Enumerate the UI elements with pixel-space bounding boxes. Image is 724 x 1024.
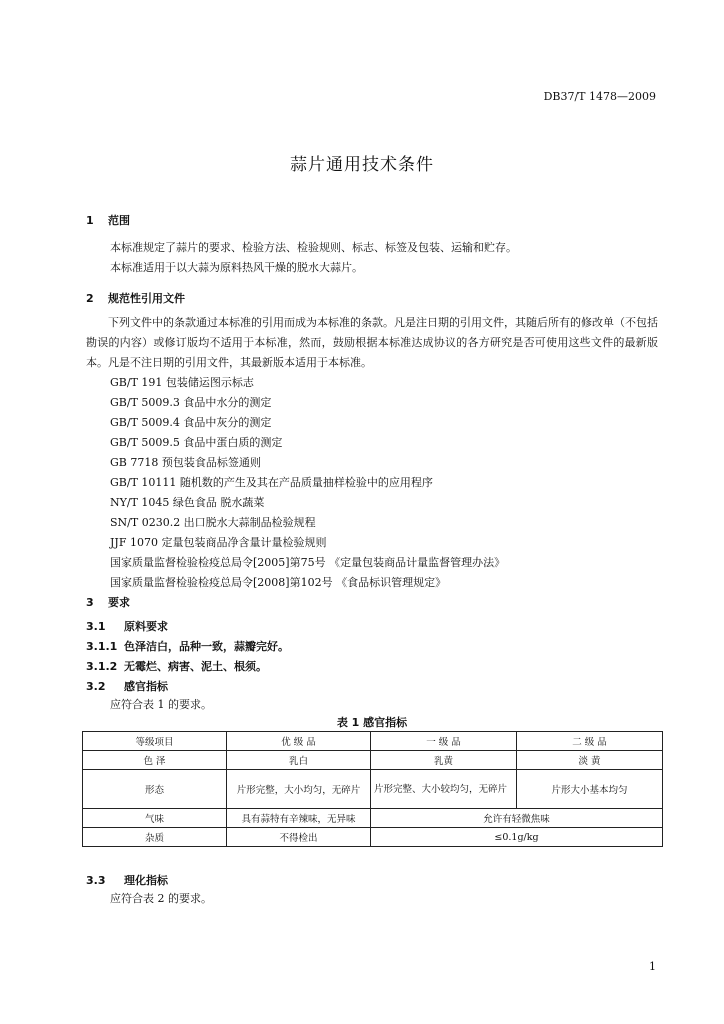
table-row bbox=[83, 828, 663, 847]
document-title: 蒜片通用技术条件 bbox=[290, 155, 434, 175]
subsection-title: 感官指标 bbox=[124, 680, 168, 693]
subsection-heading-sensory bbox=[86, 678, 168, 694]
physchem-instruction: 应符合表 2 的要求。 bbox=[110, 892, 212, 905]
table-cell: 不得检出 bbox=[227, 828, 371, 847]
subsection-title: 原料要求 bbox=[124, 620, 168, 633]
reference-item: GB/T 5009.3 食品中水分的测定 bbox=[110, 396, 272, 409]
section-title: 范围 bbox=[108, 214, 130, 227]
table-cell: 片形大小基本均匀 bbox=[517, 770, 663, 809]
table-header-cell: 一 级 品 bbox=[371, 732, 517, 751]
table-header-cell: 优 级 品 bbox=[227, 732, 371, 751]
reference-item: GB 7718 预包装食品标签通则 bbox=[110, 456, 261, 469]
table-cell: 杂质 bbox=[83, 828, 227, 847]
clause-3-1-1 bbox=[86, 638, 289, 654]
reference-item: SN/T 0230.2 出口脱水大蒜制品检验规程 bbox=[110, 516, 316, 529]
sensory-instruction: 应符合表 1 的要求。 bbox=[110, 698, 212, 711]
table-cell: 具有蒜特有辛辣味，无异味 bbox=[227, 809, 371, 828]
table-cell: 淡 黄 bbox=[517, 751, 663, 770]
sensory-table bbox=[82, 731, 663, 847]
subsection-heading-raw-material bbox=[86, 618, 168, 634]
table-header-row bbox=[83, 732, 663, 751]
section-number: 2 bbox=[86, 292, 94, 305]
reference-item: 国家质量监督检验检疫总局令[2005]第75号 《定量包装商品计量监督管理办法》 bbox=[110, 556, 506, 569]
table-cell: 乳黄 bbox=[371, 751, 517, 770]
subsection-number: 3.2 bbox=[86, 680, 106, 693]
reference-item: GB/T 5009.5 食品中蛋白质的测定 bbox=[110, 436, 283, 449]
table-caption: 表 1 感官指标 bbox=[336, 716, 408, 729]
table-cell: 乳白 bbox=[227, 751, 371, 770]
scope-paragraph: 本标准适用于以大蒜为原料热风干燥的脱水大蒜片。 bbox=[110, 261, 363, 274]
reference-item: GB/T 5009.4 食品中灰分的测定 bbox=[110, 416, 272, 429]
table-cell: 气味 bbox=[83, 809, 227, 828]
section-title: 要求 bbox=[108, 596, 130, 609]
subsection-number: 3.3 bbox=[86, 874, 106, 887]
table-cell: 片形完整，大小均匀，无碎片 bbox=[227, 770, 371, 809]
subsection-title: 理化指标 bbox=[124, 874, 168, 887]
normative-refs-intro: 下列文件中的条款通过本标准的引用而成为本标准的条款。凡是注日期的引用文件，其随后所有的修改单（不包括勘误的内容）或修订版均不适用于本标准，然而，鼓励根据本标准达成协议的各方研究是否可使用这些文件的最新版本。凡是不注日期的引用文件，其最新版本适用于本标准。 bbox=[86, 316, 658, 369]
reference-list bbox=[110, 373, 505, 593]
page-number: 1 bbox=[649, 960, 656, 973]
section-heading-scope bbox=[86, 212, 130, 228]
clause-text: 色泽洁白，品种一致，蒜瓣完好。 bbox=[124, 640, 289, 653]
table-cell: ≤0.1g/kg bbox=[371, 828, 663, 847]
section-heading-requirements bbox=[86, 594, 130, 610]
section-number: 3 bbox=[86, 596, 94, 609]
table-row bbox=[83, 809, 663, 828]
clause-text: 无霉烂、病害、泥土、根须。 bbox=[124, 660, 267, 673]
table-row bbox=[83, 751, 663, 770]
clause-3-1-2 bbox=[86, 658, 267, 674]
table-header-cell: 二 级 品 bbox=[517, 732, 663, 751]
reference-item: 国家质量监督检验检疫总局令[2008]第102号 《食品标识管理规定》 bbox=[110, 576, 447, 589]
scope-paragraph: 本标准规定了蒜片的要求、检验方法、检验规则、标志、标签及包装、运输和贮存。 bbox=[110, 241, 517, 254]
subsection-number: 3.1 bbox=[86, 620, 106, 633]
reference-item: GB/T 10111 随机数的产生及其在产品质量抽样检验中的应用程序 bbox=[110, 476, 433, 489]
clause-number: 3.1.2 bbox=[86, 660, 118, 673]
section-number: 1 bbox=[86, 214, 94, 227]
table-row bbox=[83, 770, 663, 809]
reference-item: NY/T 1045 绿色食品 脱水蔬菜 bbox=[110, 496, 265, 509]
clause-number: 3.1.1 bbox=[86, 640, 118, 653]
table-cell: 片形完整、大小较均匀，无碎片 bbox=[371, 770, 517, 809]
reference-item: GB/T 191 包装储运图示标志 bbox=[110, 376, 254, 389]
table-cell: 形态 bbox=[83, 770, 227, 809]
subsection-heading-physchem bbox=[86, 872, 168, 888]
table-header-cell: 等级项目 bbox=[83, 732, 227, 751]
section-title: 规范性引用文件 bbox=[108, 292, 185, 305]
table-cell: 色 泽 bbox=[83, 751, 227, 770]
section-heading-normative-refs bbox=[86, 290, 185, 306]
standard-number: DB37/T 1478—2009 bbox=[543, 90, 656, 103]
reference-item: JJF 1070 定量包装商品净含量计量检验规则 bbox=[110, 536, 327, 549]
table-cell: 允许有轻微焦味 bbox=[371, 809, 663, 828]
